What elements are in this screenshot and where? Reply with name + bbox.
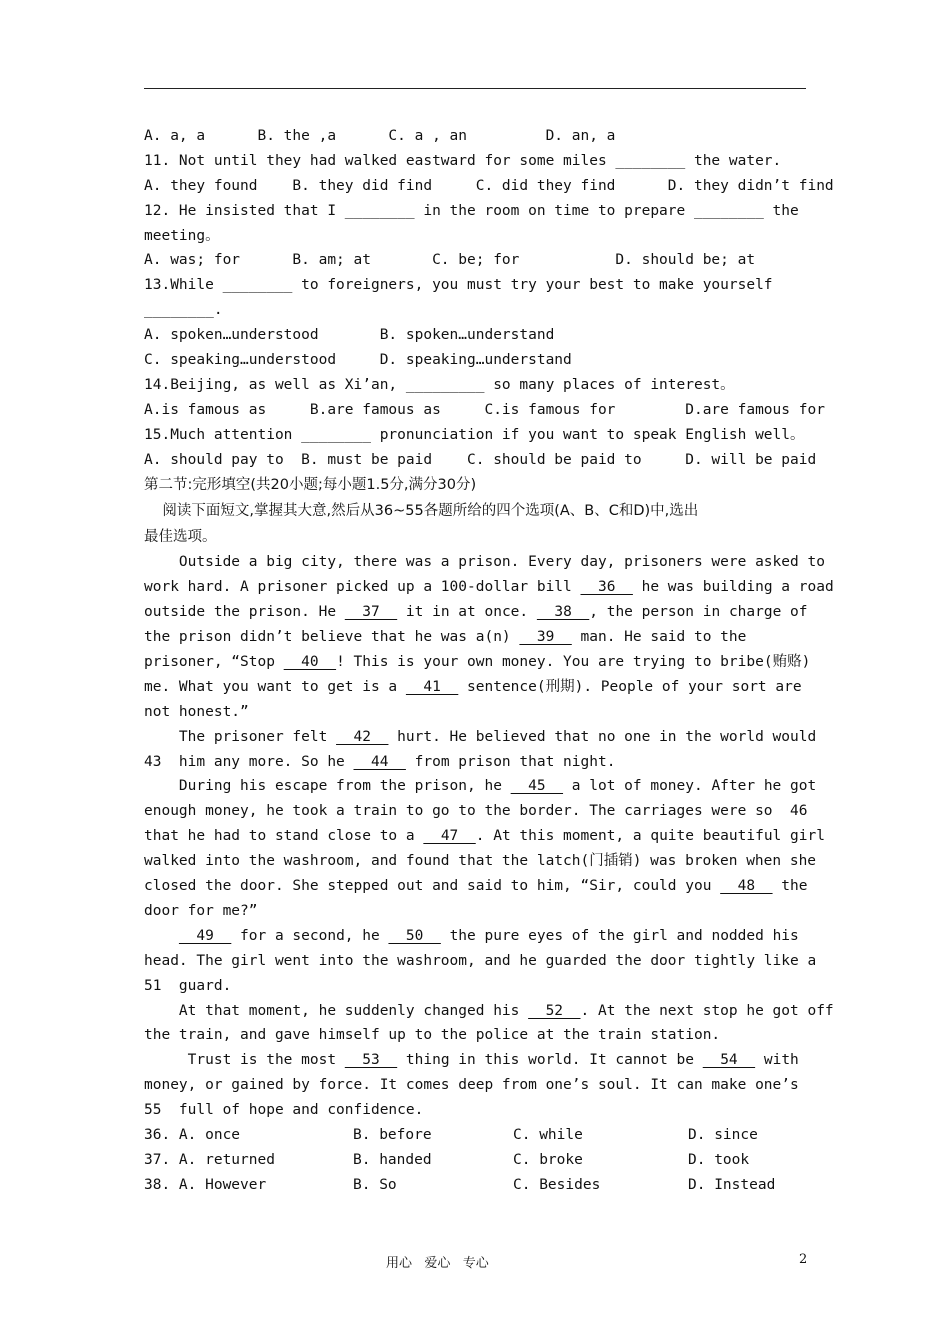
option-row [144,1148,806,1173]
question-line: A.is famous as B.are famous as C.is famous for D.are famous for [144,401,825,418]
instruction-line: 最佳选项。 [144,529,217,546]
passage-line: work hard. A prisoner picked up a 100-dollar bill 36 he was building a road [144,579,834,596]
option-choice: D. Instead [688,1176,776,1193]
passage-line: Trust is the most 53 thing in this world. It cannot be 54 with [144,1052,799,1069]
passage-line: closed the door. She stepped out and said to him, “Sir, could you 48 the [144,878,808,895]
passage-line: me. What you want to get is a 41 sentence(刑期). People of your sort are [144,678,802,695]
option-row [144,1173,806,1198]
option-row [144,1123,806,1148]
multiple-choice-questions [144,124,834,472]
question-line: A. should pay to B. must be paid C. should be paid to D. will be paid [144,451,817,468]
question-line: 11. Not until they had walked eastward for some miles ________ the water. [144,152,782,169]
option-choice: C. while [513,1126,583,1143]
footer-slogan: 用心 爱心 专心 [386,1256,489,1271]
option-choice: D. took [688,1151,750,1168]
passage-line: money, or gained by force. It comes deep from one’s soul. It can make one’s [144,1077,799,1094]
question-line: 12. He insisted that I ________ in the room on time to prepare ________ the [144,202,799,219]
passage-line: that he had to stand close to a 47 . At this moment, a quite beautiful girl [144,828,825,845]
question-line: 13.While ________ to foreigners, you must try your best to make yourself [144,277,773,294]
passage-line: During his escape from the prison, he 45 a lot of money. After he got [144,778,817,795]
option-choice: B. So [353,1176,397,1193]
passage-line: Outside a big city, there was a prison. Every day, prisoners were asked to [144,554,825,571]
passage-line: prisoner, “Stop 40 ! This is your own money. You are trying to bribe(贿赂) [144,654,811,671]
question-line: meeting。 [144,227,220,244]
passage-line: outside the prison. He 37 it in at once. 38 , the person in charge of [144,604,808,621]
page-number: 2 [799,1252,808,1267]
passage-line: the prison didn’t believe that he was a(n) 39 man. He said to the [144,629,747,646]
passage-line: 55 full of hope and confidence. [144,1102,424,1119]
passage-line: At that moment, he suddenly changed his 52 . At the next stop he got off [144,1002,834,1019]
option-choice: B. handed [353,1151,432,1168]
option-choice: 37. A. returned [144,1151,275,1168]
passage-line: The prisoner felt 42 hurt. He believed that no one in the world would [144,728,817,745]
option-choice: B. before [353,1126,432,1143]
passage-line: head. The girl went into the washroom, and he guarded the door tightly like a [144,952,817,969]
question-line: A. a, a B. the ,a C. a , an D. an, a [144,128,616,144]
option-choice: 38. A. However [144,1176,267,1193]
question-line: 14.Beijing, as well as Xi’an, _________ so many places of interest。 [144,376,735,393]
page-content [144,124,834,1198]
instruction-line: 阅读下面短文,掌握其大意,然后从36~55各题所给的四个选项(A、B、C和D)中,选出 [144,503,699,520]
passage-line: enough money, he took a train to go to the border. The carriages were so 46 [144,803,808,820]
question-line: A. they found B. they did find C. did they find D. they didn’t find [144,177,834,194]
question-line: ________. [144,302,223,319]
passage-line: 51 guard. [144,977,232,994]
question-line: A. spoken…understood B. spoken…understand [144,327,555,344]
passage-line: not honest.” [144,703,249,720]
option-choice: C. broke [513,1151,583,1168]
option-choice: 36. A. once [144,1126,241,1143]
section-title: 第二节:完形填空(共20小题;每小题1.5分,满分30分) [144,477,477,494]
passage-line: 49 for a second, he 50 the pure eyes of the girl and nodded his [178,927,799,944]
question-line: A. was; for B. am; at C. be; for D. should be; at [144,252,756,269]
question-line: 15.Much attention ________ pronunciation if you want to speak English well。 [144,426,805,443]
option-choice: D. since [688,1126,758,1143]
passage-line: the train, and gave himself up to the police at the train station. [144,1027,721,1044]
page-footer [0,1252,950,1272]
question-line: C. speaking…understood D. speaking…understand [144,352,572,369]
header-rule [144,88,806,89]
passage-line: walked into the washroom, and found that the latch(门插销) was broken when she [144,853,817,870]
cloze-passage [144,550,834,1122]
instruction [144,498,806,550]
option-choice: C. Besides [513,1176,601,1193]
answer-options [144,1123,806,1198]
passage-line: 43 him any more. So he 44 from prison that night. [144,753,616,770]
passage-line: door for me?” [144,902,258,919]
